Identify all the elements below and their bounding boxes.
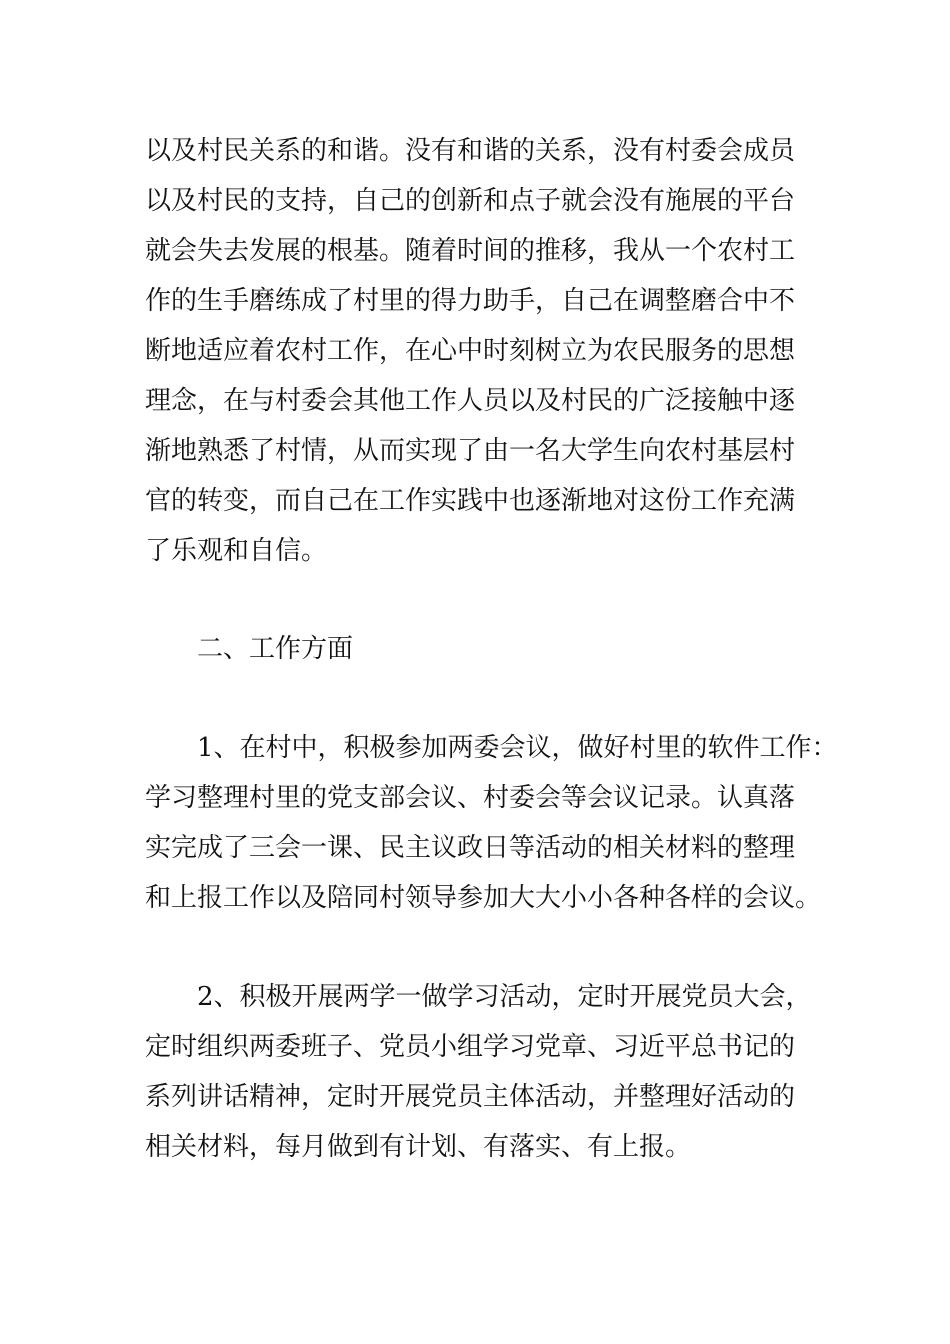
text-line: 实完成了三会一课、民主议政日等活动的相关材料的整理 <box>145 833 796 863</box>
text-line: 渐地熟悉了村情，从而实现了由一名大学生向农村基层村 <box>145 436 796 466</box>
text-line: 断地适应着农村工作，在心中时刻树立为农民服务的思想 <box>145 336 796 366</box>
text-line: 1、在村中，积极参加两委会议，做好村里的软件工作： <box>197 733 838 763</box>
text-line: 系列讲话精神，定时开展党员主体活动，并整理好活动的 <box>145 1082 796 1112</box>
text-line: 以及村民关系的和谐。没有和谐的关系，没有村委会成员 <box>145 136 796 166</box>
text-line: 理念，在与村委会其他工作人员以及村民的广泛接触中逐 <box>145 386 796 416</box>
text-line: 就会失去发展的根基。随着时间的推移，我从一个农村工 <box>145 236 796 266</box>
text-line: 2、积极开展两学一做学习活动，定时开展党员大会， <box>197 982 812 1012</box>
text-line: 学习整理村里的党支部会议、村委会等会议记录。认真落 <box>145 783 796 813</box>
section-heading: 二、工作方面 <box>197 634 354 664</box>
text-line: 相关材料，每月做到有计划、有落实、有上报。 <box>145 1132 692 1162</box>
text-line: 官的转变，而自己在工作实践中也逐渐地对这份工作充满 <box>145 486 796 516</box>
text-line: 定时组织两委班子、党员小组学习党章、习近平总书记的 <box>145 1032 796 1062</box>
text-line: 作的生手磨练成了村里的得力助手，自己在调整磨合中不 <box>145 286 796 316</box>
text-line: 和上报工作以及陪同村领导参加大大小小各种各样的会议。 <box>145 883 822 913</box>
text-line: 了乐观和自信。 <box>145 536 328 566</box>
text-line: 以及村民的支持，自己的创新和点子就会没有施展的平台 <box>145 186 796 216</box>
